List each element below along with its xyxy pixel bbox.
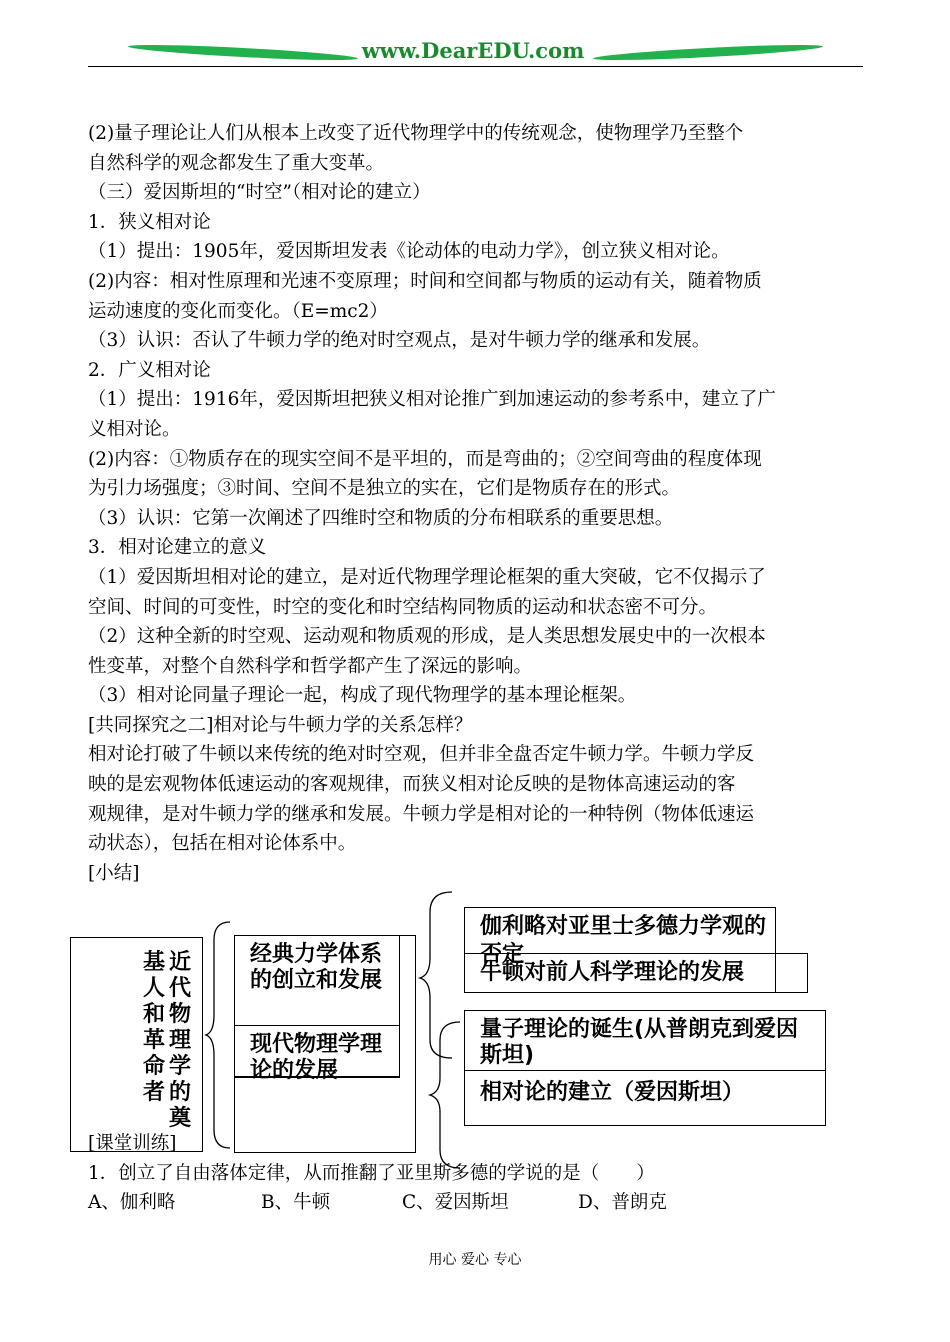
option-c: C、爱因斯坦 [402, 1192, 509, 1214]
text-line: （2）这种全新的时空观、运动观和物质观的形成，是人类思想发展史中的一次根本 [88, 626, 766, 648]
header-rule [88, 66, 863, 67]
leaf-decoration-right [593, 42, 823, 63]
text-line: （3）认识：它第一次阐述了四维时空和物质的分布相联系的重要思想。 [88, 507, 674, 529]
brace-1 [204, 920, 234, 1150]
page-header [88, 38, 863, 70]
text-line: [小结] [88, 862, 140, 884]
text-line: （1）爱因斯坦相对论的建立，是对近代物理学理论框架的重大突破，它不仅揭示了 [88, 566, 766, 588]
classroom-training [88, 1129, 868, 1218]
summary-diagram [70, 890, 850, 1160]
text-line: (2)内容：相对性原理和光速不变原理；时间和空间都与物质的运动有关，随着物质 [88, 270, 762, 292]
text-line: [共同探究之二]相对论与牛顿力学的关系怎样？ [88, 714, 473, 736]
diagram-left-col2: 基人和革命者 [143, 950, 166, 1105]
question-1: 1．创立了自由落体定律，从而推翻了亚里斯多德的学说的是（ ） [88, 1162, 655, 1184]
text-line: （1）提出：1905年，爱因斯坦发表《论动体的电动力学》，创立狭义相对论。 [88, 241, 730, 263]
diagram-right-text-1: 伽利略对亚里士多德力学观的否定 [480, 914, 767, 967]
option-d: D、普朗克 [578, 1192, 667, 1214]
text-line: 义相对论。 [88, 418, 181, 440]
text-line: 映的是宏观物体低速运动的客观规律，而狭义相对论反映的是物体高速运动的客 [88, 774, 736, 796]
text-line: 空间、时间的可变性，时空的变化和时空结构同物质的运动和状态密不可分。 [88, 596, 718, 618]
text-line: 3．相对论建立的意义 [88, 537, 267, 559]
text-line: 2．广义相对论 [88, 359, 211, 381]
text-line: 自然科学的观念都发生了重大变革。 [88, 152, 385, 174]
diagram-right-text-3: 量子理论的诞生(从普朗克到爱因斯坦) [480, 1017, 799, 1068]
text-line: （3）认识：否认了牛顿力学的绝对时空观点，是对牛顿力学的继承和发展。 [88, 330, 711, 352]
text-line: 相对论打破了牛顿以来传统的绝对时空观，但并非全盘否定牛顿力学。牛顿力学反 [88, 744, 755, 766]
text-line: 性变革，对整个自然科学和哲学都产生了深远的影响。 [88, 655, 533, 677]
site-logo-text: www.DearEDU.com [361, 38, 585, 63]
text-line: （三）爱因斯坦的“时空”（相对论的建立） [88, 182, 431, 204]
diagram-right-text-4: 相对论的建立（爱因斯坦） [480, 1080, 745, 1105]
question-1-options [88, 1188, 868, 1218]
text-line: 动状态），包括在相对论体系中。 [88, 833, 357, 855]
option-b: B、牛顿 [261, 1192, 331, 1214]
diagram-mid-text-2: 现代物理学理论的发展 [250, 1032, 383, 1083]
training-heading: [课堂训练] [88, 1133, 177, 1154]
diagram-right-text-2: 牛顿对前人科学理论的发展 [480, 960, 745, 985]
text-line: （1）提出：1916年，爱因斯坦把狭义相对论推广到加速运动的参考系中，建立了广 [88, 389, 776, 411]
text-line: 为引力场强度；③时间、空间不是独立的实在，它们是物质存在的形式。 [88, 478, 681, 500]
text-line: 1．狭义相对论 [88, 211, 211, 233]
text-line: (2)量子理论让人们从根本上改变了近代物理学中的传统观念，使物理学乃至整个 [88, 123, 744, 144]
text-line: (2)内容：①物质存在的现实空间不是平坦的，而是弯曲的；②空间弯曲的程度体现 [88, 448, 762, 470]
document-body [88, 119, 868, 888]
option-a: A、伽利略 [88, 1192, 176, 1214]
page-footer: 用心 爱心 专心 [428, 1252, 522, 1268]
text-line: （3）相对论同量子理论一起，构成了现代物理学的基本理论框架。 [88, 685, 637, 707]
text-line: 运动速度的变化而变化。（E=mc2） [88, 300, 388, 322]
diagram-left-col1: 近代物理学的奠 [169, 950, 192, 1131]
leaf-decoration-left [128, 42, 358, 63]
text-line: 观规律，是对牛顿力学的继承和发展。牛顿力学是相对论的一种特例（物体低速运 [88, 803, 755, 825]
diagram-mid-text-1: 经典力学体系的创立和发展 [250, 942, 383, 993]
